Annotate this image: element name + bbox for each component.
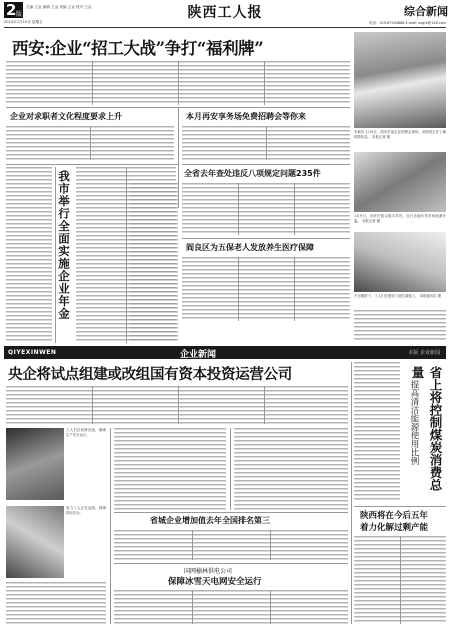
bottom-middle-article-b: [234, 428, 348, 510]
subhead-discipline: 全省去年查处违反八项规定问题235件: [184, 169, 321, 178]
main-headline: 西安:企业“招工大战”争打“福利牌”: [12, 39, 264, 58]
date-line: 2014年1月10日 星期五: [4, 20, 43, 24]
photo-caption-1: 本报讯 1月9日，西安市某企业招聘会现场，求职者正在了解招聘信息。 本报记者 摄: [354, 130, 446, 139]
photo-line-patrol: [6, 506, 64, 578]
elderly-care-article: [182, 257, 350, 321]
section-title: 综合新闻: [404, 5, 448, 17]
side-title-coal-line1: 省上将控制煤炭消费总量: [410, 366, 443, 491]
right-column-article-a: [354, 362, 400, 502]
bottom-headline: 央企将试点组建或改组国有资本投资运营公司: [8, 366, 292, 383]
bottom-middle-article-a: [114, 428, 226, 510]
section-ribbon: [4, 346, 446, 359]
subhead-power-grid: 保障冰雪天电网安全运行: [168, 577, 262, 587]
photo-caption-2: 1月9日，市民在街头购买年货。近日各地年货市场逐渐升温。 本报记者 摄: [354, 214, 446, 223]
bottom-left-article: [6, 582, 106, 624]
photo-construction-site: [354, 232, 446, 292]
page-number: 2: [6, 2, 17, 18]
added-value-article: [114, 530, 348, 560]
subhead-power-company: 国网榆林供电公司: [184, 568, 233, 575]
contact-line: 电话：029-87244888 E-mail: sxgrb@126.com: [369, 21, 446, 25]
photo-equipment-repair: [6, 428, 64, 500]
photo-caption-5: 电力工人正在巡线，保障供电安全。: [66, 506, 106, 515]
subhead-education: 企业对求职者文化程度要求上升: [10, 112, 122, 121]
left-column-article: [6, 167, 52, 343]
photo-caption-3: 冬日暖阳下，工人们在建设工地忙碌施工。 本报通讯员 摄: [354, 294, 441, 298]
header-rule: [4, 27, 446, 28]
side-title-capacity-line2: 着力化解过剩产能: [360, 523, 429, 533]
subhead-job-fair: 本月再安享务场免费招聘会等你来: [186, 112, 306, 121]
photo-new-year-market: [354, 152, 446, 212]
page-label: 版: [16, 11, 23, 18]
masthead: 陕西工人报: [187, 5, 263, 20]
page-number-badge: [4, 2, 23, 18]
photo-caption-4: 工人们在检修设备，确保生产安全运行。: [66, 428, 106, 437]
middle-left-article: [130, 183, 178, 343]
side-title-coal-line2: 提高清洁能源使用比例: [409, 380, 419, 465]
ribbon-center: 企业新闻: [180, 350, 217, 359]
main-headline-band: [6, 33, 350, 59]
right-bottom-article: [354, 310, 446, 342]
ribbon-right: 本版 企业新闻: [408, 350, 440, 356]
discipline-article: [182, 183, 350, 235]
edit-line: 主编 王金 编辑 王金 美编 王金 校对 王金: [26, 5, 92, 9]
ribbon-left: QIYEXINWEN: [8, 349, 57, 356]
subhead-elderly-care: 阎良区为五保老人发放养生医疗保障: [186, 243, 314, 252]
bottom-lead-article: [6, 386, 348, 424]
vertical-title: 我市举行全面实施企业年金: [57, 170, 71, 320]
side-title-capacity-line1: 陕西将在今后五年: [360, 511, 429, 521]
power-grid-article: [114, 590, 348, 624]
subhead-added-value: 省城企业增加值去年全国排名第三: [150, 516, 270, 525]
photo-job-fair: [354, 32, 446, 128]
